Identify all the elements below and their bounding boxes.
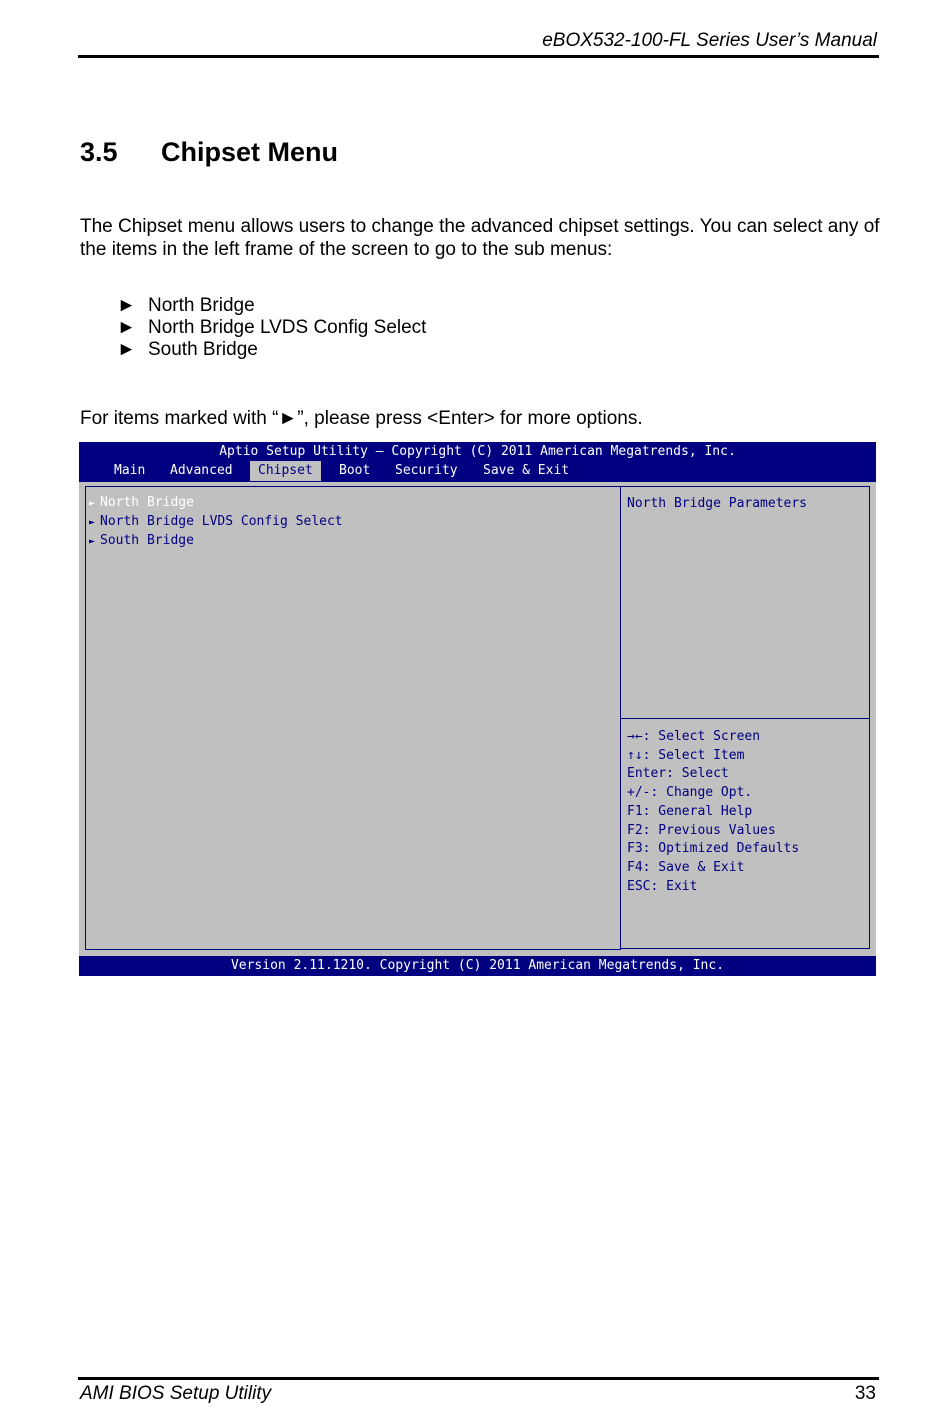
menu-item-label: North Bridge LVDS Config Select: [100, 514, 343, 529]
list-item: [117, 317, 426, 339]
menu-item-label: North Bridge: [100, 495, 194, 510]
tab-main[interactable]: Main: [114, 463, 146, 478]
menu-item-label: South Bridge: [100, 533, 194, 548]
manual-title: eBOX532-100-FL Series User’s Manual: [542, 30, 877, 51]
list-item: [117, 339, 426, 361]
triangle-icon: ►: [89, 498, 96, 509]
tab-security[interactable]: Security: [395, 463, 458, 478]
key-hint: F1: General Help: [627, 803, 753, 819]
section-number: 3.5: [80, 137, 118, 167]
key-legend: [627, 728, 799, 896]
list-item-label: North Bridge LVDS Config Select: [148, 317, 427, 338]
bios-title: Aptio Setup Utility – Copyright (C) 2011 American Megatrends, Inc.: [219, 444, 736, 459]
key-hint: →←: Select Screen: [627, 729, 761, 744]
key-hint: +/-: Change Opt.: [627, 785, 753, 801]
menu-item-north-bridge-lvds[interactable]: [89, 514, 343, 529]
section-title: Chipset Menu: [161, 137, 339, 167]
key-hint: F4: Save & Exit: [627, 859, 745, 875]
key-hint: F2: Previous Values: [627, 822, 776, 838]
key-hint: F3: Optimized Defaults: [627, 841, 800, 857]
intro-paragraph: The Chipset menu allows users to change the advanced chipset settings. You can select any of the items in the left frame of the screen to go to the sub menus:: [80, 216, 880, 260]
triangle-bullet-icon: ►: [117, 339, 136, 360]
header-rule: [78, 55, 879, 58]
list-item-label: South Bridge: [148, 339, 258, 360]
key-hint: Enter: Select: [627, 766, 729, 782]
menu-item-north-bridge[interactable]: [89, 495, 194, 510]
tab-boot[interactable]: Boot: [339, 463, 371, 478]
bios-help-pane: [620, 486, 870, 719]
key-hint: ↑↓: Select Item: [627, 747, 745, 763]
tab-save-exit[interactable]: Save & Exit: [483, 463, 570, 478]
triangle-bullet-icon: ►: [117, 295, 136, 316]
list-item: [117, 295, 426, 317]
tab-advanced[interactable]: Advanced: [170, 463, 233, 478]
footer-rule: [78, 1377, 879, 1380]
triangle-icon: ►: [89, 536, 96, 547]
key-hint: ESC: Exit: [627, 878, 698, 894]
bios-version: Version 2.11.1210. Copyright (C) 2011 American Megatrends, Inc.: [230, 958, 725, 973]
page-number: 33: [854, 1383, 876, 1404]
enter-note: For items marked with “►”, please press <Enter> for more options.: [80, 408, 643, 429]
bios-menu-pane: [85, 486, 621, 950]
triangle-bullet-icon: ►: [117, 317, 136, 338]
bios-title-bar: [79, 442, 876, 482]
bios-status-bar: [79, 956, 876, 976]
tab-chipset[interactable]: Chipset: [250, 461, 321, 481]
footer-chapter: AMI BIOS Setup Utility: [80, 1383, 272, 1404]
bios-screenshot: [79, 442, 876, 976]
bios-keys-pane: [620, 718, 870, 949]
list-item-label: North Bridge: [148, 295, 255, 316]
submenu-list: [117, 295, 426, 361]
help-text: North Bridge Parameters: [627, 496, 808, 511]
triangle-icon: ►: [89, 517, 96, 528]
menu-item-south-bridge[interactable]: [89, 533, 194, 548]
section-heading: [80, 137, 338, 168]
